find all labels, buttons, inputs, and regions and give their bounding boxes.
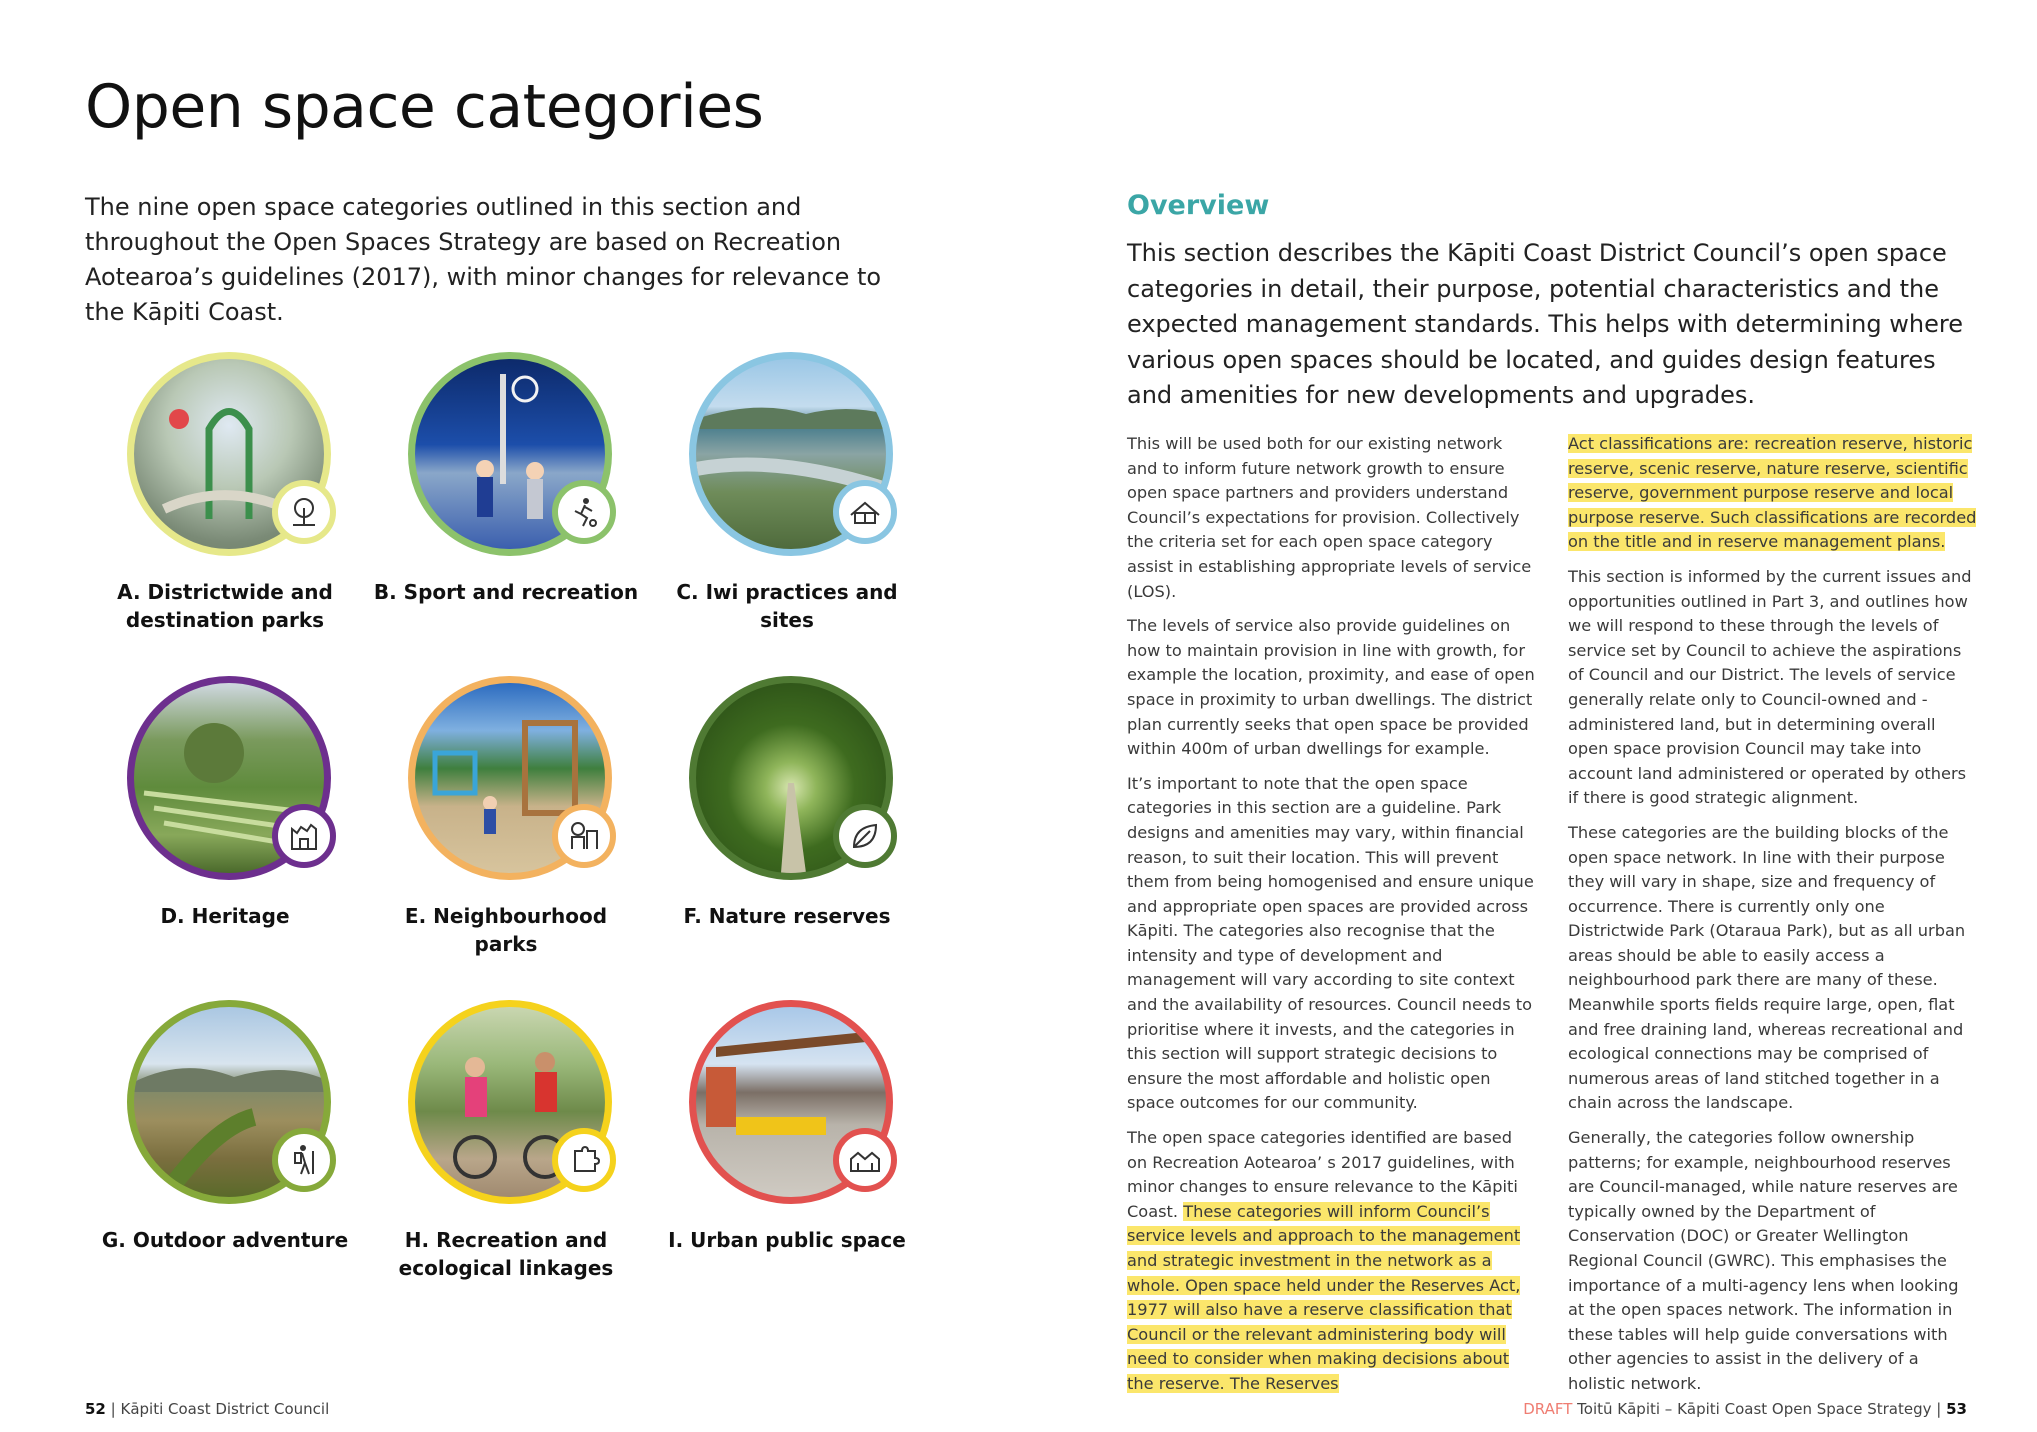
text-column-2 [1568,432,1978,1407]
tree-icon [272,480,336,544]
paragraph [1568,432,1978,555]
hiker-icon [272,1128,336,1192]
page-number: 52 [85,1400,106,1418]
paragraph: This will be used both for our existing network and to inform future network growth to ensure open space partners and providers understand Council’s expectations for provision. Collectively the criteria set for each open space category assist in establishing appropriate levels of service (LOS). [1127,434,1532,601]
footer-separator: | [110,1400,116,1418]
paragraph: These categories are the building blocks of the open space network. In line with their purpose they will vary in shape, size and frequency of occurrence. There is currently only one Districtwide Park (Otaraua Park), but as all urban areas should be able to easily access a neighbourhood park there are many of these. Meanwhile sports fields require large, open, flat and free draining land, whereas recreational and ecological connections may be comprised of numerous areas of land stitched together in a chain across the landscape. [1568,822,1966,1113]
paragraph: The levels of service also provide guidelines on how to maintain provision in line with growth, for example the location, proximity, and ease of open space in proximity to urban dwellings. The district plan currently seeks that open space be provided within 400m of urban dwellings for example. [1127,616,1535,759]
city-icon [833,1128,897,1192]
right-footer [1523,1400,1967,1418]
category-label: G. Outdoor adventure [101,1228,349,1252]
paragraph: This section is informed by the current issues and opportunities outlined in Part 3, and outlines how we will respond to these through the levels of service set by Council to achieve the aspirations of Council and our District. The levels of service generally relate only to Council-owned and -administered land, but in determining overall open space provision Council may take into account land administered or operated by others if there is good strategic alignment. [1568,566,1972,808]
paragraph: It’s important to note that the open space categories in this section are a guideline. Park designs and amenities may vary, within financial reason, to suit their location. This will prevent them from being homogenised and ensure unique and appropriate open spaces are provided across Kāpiti. The categories also recognise that the intensity and type of development and management will vary according to site context and the availability of resources. Council needs to prioritise where it invests, and the categories in this section will support strategic decisions to ensure the most affordable and holistic open space outcomes for our community. [1127,773,1534,1113]
category-label: I. Urban public space [668,1228,906,1252]
paragraph-text: The open space categories identified are based on Recreation Aotearoa’ s 2017 guidelines, with minor changes to ensure relevance to the Kāpiti Coast. [1127,1128,1518,1221]
marae-icon [833,480,897,544]
footer-doc-title: Toitū Kāpiti – Kāpiti Coast Open Space Strategy [1577,1400,1932,1418]
overview-lead: This section describes the Kāpiti Coast District Council’s open space categories in detail, their purpose, potential characteristics and the expected management standards. This helps with determining where various open spaces should be located, and guides design features and amenities for new developments and upgrades. [1127,239,1963,409]
highlighted-text: These categories will inform Council’s service levels and approach to the management and strategic investment in the network as a whole. Open space held under the Reserves Act, 1977 will also have a reserve classification that Council or the relevant administering body will need to consider when making decisions about the reserve. The Reserves [1127,1201,1521,1393]
category-label: H. Recreation and ecological linkages [398,1228,614,1280]
category-label: D. Heritage [160,904,290,928]
footer-org: Kāpiti Coast District Council [120,1400,330,1418]
page-number: 53 [1946,1400,1967,1418]
category-label: B. Sport and recreation [373,580,639,604]
category-label: F. Nature reserves [683,904,891,928]
page-title: Open space categories [85,72,764,142]
runner-icon [552,480,616,544]
draft-label: DRAFT [1523,1400,1573,1418]
playground-icon [552,804,616,868]
footer-separator: | [1936,1400,1942,1418]
paragraph [1127,1126,1537,1397]
paragraph: Generally, the categories follow ownership patterns; for example, neighbourhood reserves are Council-managed, while nature reserves are typically owned by the Department of Conservation (DOC) or Greater Wellington Regional Council (GWRC). This emphasises the importance of a multi-agency lens when looking at the open spaces network. The information in these tables will help guide conversations with other agencies to assist in the delivery of a holistic network. [1568,1128,1959,1393]
intro-paragraph: The nine open space categories outlined in this section and throughout the Open Spaces Strategy are based on Recreation Aotearoa’s guidelines (2017), with minor changes for relevance to the Kāpiti Coast. [85,193,882,326]
category-label: C. Iwi practices and sites [676,580,898,632]
overview-heading: Overview [1127,190,1270,221]
ruins-icon [272,804,336,868]
category-label: E. Neighbourhood parks [404,904,608,956]
text-column-1 [1127,432,1537,1407]
category-label: A. Districtwide and destination parks [117,580,333,632]
left-footer [85,1400,329,1418]
leaf-icon [833,804,897,868]
puzzle-icon [552,1128,616,1192]
highlighted-text: Act classifications are: recreation reserve, historic reserve, scenic reserve, nature reserve, scientific reserve, government purpose reserve and local purpose reserve. Such classifications are recorded on the title and in reserve management plans. [1568,434,1977,552]
